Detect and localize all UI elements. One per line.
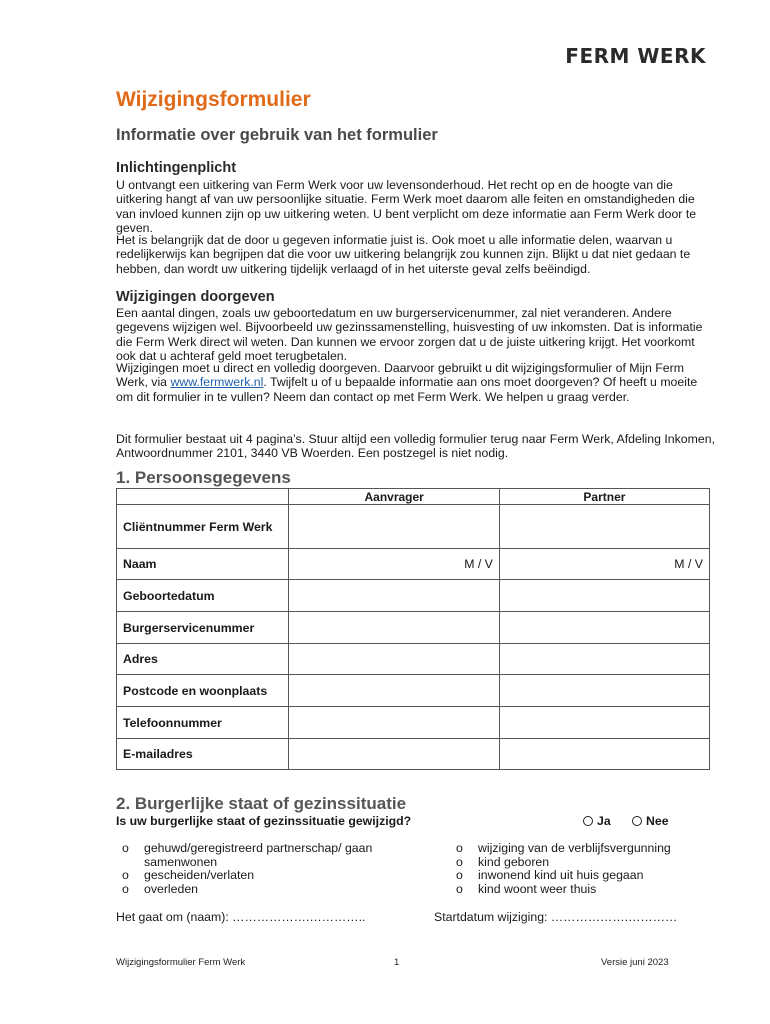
geboortedatum-label: Geboortedatum <box>117 580 289 612</box>
geboortedatum-aanvrager-field[interactable] <box>289 580 499 612</box>
table-row <box>117 707 710 739</box>
bullet-o-icon: o <box>456 854 463 869</box>
naam-label: Naam <box>117 549 289 580</box>
radio-circle-icon <box>583 816 593 826</box>
inlichtingenplicht-heading: Inlichtingenplicht <box>116 160 237 176</box>
fermwerk-link[interactable]: www.fermwerk.nl <box>170 375 264 390</box>
left-change-list <box>120 842 400 896</box>
adres-label: Adres <box>117 644 289 675</box>
table-row <box>117 580 710 612</box>
bullet-o-icon: o <box>456 881 463 896</box>
wijzigingen-paragraph-3: Dit formulier bestaat uit 4 pagina’s. Stuur altijd een volledig formulier terug naar Ferm Werk, Afdeling Inkomen, Antwoordnummer 2101, 3440 VB Woerden. Een postzegel is niet nodig. <box>116 432 715 461</box>
table-row <box>117 549 710 580</box>
section-1-title: 1. Persoonsgegevens <box>116 468 291 487</box>
bullet-o-icon: o <box>122 881 129 896</box>
list-item[interactable] <box>454 842 724 856</box>
bsn-label: Burgerservicenummer <box>117 612 289 644</box>
bullet-o-icon: o <box>122 868 129 882</box>
radio-circle-icon <box>632 816 642 826</box>
form-subtitle: Informatie over gebruik van het formulier <box>116 126 438 144</box>
footer-form-name: Wijzigingsformulier Ferm Werk <box>116 957 246 968</box>
telefoon-partner-field[interactable] <box>499 707 709 739</box>
bullet-o-icon: o <box>456 868 463 882</box>
footer-version: Versie juni 2023 <box>601 957 669 968</box>
bsn-aanvrager-field[interactable] <box>289 612 499 644</box>
table-row <box>117 644 710 675</box>
option-ja-label: Ja <box>597 814 611 828</box>
naam-fill-field[interactable]: Het gaat om (naam): ……………….………….. <box>116 910 366 924</box>
table-row <box>117 505 710 549</box>
list-item[interactable] <box>120 842 400 869</box>
list-item[interactable] <box>120 869 400 883</box>
ferm-werk-logo: FERM WERK <box>565 44 706 68</box>
adres-aanvrager-field[interactable] <box>289 644 499 675</box>
footer-page-number: 1 <box>394 957 400 968</box>
email-aanvrager-field[interactable] <box>289 739 499 770</box>
table-header-row <box>117 489 710 505</box>
list-item[interactable] <box>454 856 724 870</box>
bullet-o-icon: o <box>456 841 463 855</box>
option-nee-label: Nee <box>646 814 669 828</box>
form-title: Wijzigingsformulier <box>116 88 311 111</box>
naam-aanvrager-field[interactable]: M / V <box>289 549 499 580</box>
option-nee[interactable] <box>632 814 669 828</box>
option-ja[interactable] <box>583 814 611 828</box>
wijzigingen-heading: Wijzigingen doorgeven <box>116 289 275 305</box>
right-change-list <box>454 842 724 896</box>
postcode-label: Postcode en woonplaats <box>117 675 289 707</box>
email-label: E-mailadres <box>117 739 289 770</box>
bsn-partner-field[interactable] <box>499 612 709 644</box>
column-header-partner: Partner <box>499 489 709 505</box>
list-item-label: overleden <box>144 881 199 896</box>
table-row <box>117 739 710 770</box>
wijzigingen-paragraph-1: Een aantal dingen, zoals uw geboortedatum en uw burgerservicenummer, zal niet veranderen. Andere gegevens wijzigen wel. Bijvoorbeeld uw gezinssamenstelling, huisvesting of uw inkomsten. Dat is informatie die Ferm Werk direct wil weten. Dan kunnen we ervoor zorgen dat u de juiste uitkering krijgt. Het voorkomt ook dat u achteraf geld moet terugbetalen. <box>116 306 703 363</box>
wijzigingen-paragraph-2-start: Wijzigingen moet u direct en volledig doorgeven. Daarvoor gebruikt u dit wijzigingsformulier of Mijn Ferm Werk, via <box>116 361 684 390</box>
list-item[interactable] <box>454 883 724 897</box>
bullet-o-icon: o <box>122 841 129 855</box>
adres-partner-field[interactable] <box>499 644 709 675</box>
persoonsgegevens-table <box>116 488 710 770</box>
wijzigingen-paragraph-2-end: . Twijfelt u of u bepaalde informatie aan ons moet doorgeven? Of heeft u moeite om dit formulier in te vullen? Neem dan contact op met Ferm Werk. We helpen u graag verder. <box>116 375 698 404</box>
postcode-partner-field[interactable] <box>499 675 709 707</box>
gezinssituatie-question: Is uw burgerlijke staat of gezinssituatie gewijzigd? <box>116 814 412 828</box>
list-item-label: gehuwd/geregistreerd partnerschap/ gaan samenwonen <box>144 841 373 869</box>
inlichtingenplicht-paragraph-2: Het is belangrijk dat de door u gegeven informatie juist is. Ook moet u alle informatie delen, waarvan u redelijkerwijs kan begrijpen dat die voor uw uitkering belangrijk zou kunnen zijn. Blijkt u dat niet gedaan te hebben, dan wordt uw uitkering tijdelijk verlaagd of in het uiterste geval zelfs beëindigd. <box>116 233 691 276</box>
table-row <box>117 612 710 644</box>
list-item-label: kind woont weer thuis <box>478 881 597 896</box>
clientnummer-label: Cliëntnummer Ferm Werk <box>117 505 289 549</box>
list-item[interactable] <box>454 869 724 883</box>
wijzigingen-paragraph-2 <box>116 361 716 404</box>
table-row <box>117 675 710 707</box>
naam-partner-field[interactable]: M / V <box>499 549 709 580</box>
clientnummer-aanvrager-field[interactable] <box>289 505 499 549</box>
telefoon-label: Telefoonnummer <box>117 707 289 739</box>
geboortedatum-partner-field[interactable] <box>499 580 709 612</box>
list-item-label: wijziging van de verblijfsvergunning <box>478 841 671 855</box>
email-partner-field[interactable] <box>499 739 709 770</box>
list-item-label: kind geboren <box>478 854 550 869</box>
inlichtingenplicht-paragraph-1: U ontvangt een uitkering van Ferm Werk voor uw levensonderhoud. Het recht op en de hoogte van die uitkering hangt af van uw persoonlijke situatie. Ferm Werk moet daarom alle feiten en omstandigheden die van invloed kunnen zijn op uw uitkering weten. U bent verplicht om deze informatie aan Ferm Werk door te geven. <box>116 178 697 235</box>
list-item-label: inwonend kind uit huis gegaan <box>478 868 644 882</box>
clientnummer-partner-field[interactable] <box>499 505 709 549</box>
list-item[interactable] <box>120 883 400 897</box>
column-header-aanvrager: Aanvrager <box>289 489 499 505</box>
list-item-label: gescheiden/verlaten <box>144 868 255 882</box>
startdatum-fill-field[interactable]: Startdatum wijziging: ……………….………… <box>434 910 678 924</box>
table-header-empty <box>117 489 289 505</box>
telefoon-aanvrager-field[interactable] <box>289 707 499 739</box>
postcode-aanvrager-field[interactable] <box>289 675 499 707</box>
section-2-title: 2. Burgerlijke staat of gezinssituatie <box>116 794 407 813</box>
